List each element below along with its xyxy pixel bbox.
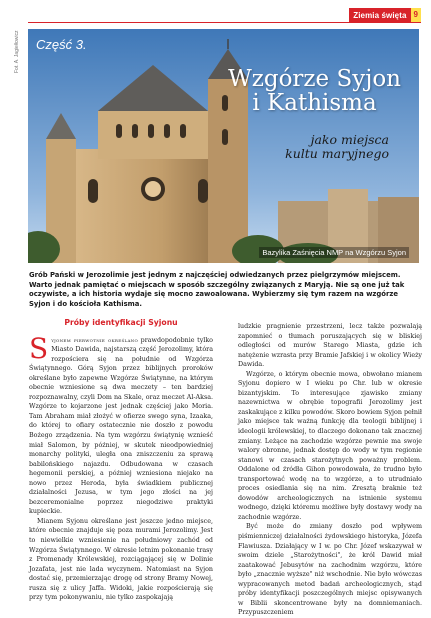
title-line: i Kathisma [252,90,377,116]
running-header [349,8,421,22]
section-label: Ziemia święta [353,10,407,20]
hero-overlay [28,29,419,263]
photo-credit: Fot. A. Jagiełłowicz [14,30,20,73]
subtitle-line: kultu maryjnego [285,146,389,161]
paragraph-text: prawdopodobnie tylko Miasto Dawida, najstarszą część Jerozolimy, która rozpościera się na południe od Wzgórza Świątynnego. Górą Syjon przez biblijnych proroków określane było zapewne Wzgórze Świątynne, na którym obecnie wzniesione są dwa meczety – ten bardziej rozpoznawalny, czyli Dom na Skale, oraz meczet Al-Aksa. Wzgórze to kojarzone jest jednak częściej jako Moria. Tam Abraham miał złożyć w ofierze swego syna, Izaaka, do której to ofiary ostatecznie nie doszło z powodu Bożego zrządzenia. Na tym wzgórzu świątynię wznieść miał Salomon, by później, w skutek nieodpowiedniej monarchy polityki, uległa ona zniszczeniu za sprawą babilońskiego najazdu. Odbudowana w czasach hegemonii perskiej, a później wzniesiona niejako na nowo przez Heroda, była świadkiem publicznej działalności Jezusa, w tym jego złości na jej bezceremonialne poprzez niegodziwe praktyki kupieckie. [29,336,214,516]
lead-paragraph: Grób Pański w Jerozolimie jest jednym z najczęściej odwiedzanych przez pielgrzymów miejscem. Warto jednak pamiętać o miejscach w sposób szczególny związanych z Maryją. Nie są one już tak oczywiste, a ich historia wydaje się mocno zawoalowana. Wybierzmy się tym razem na wzgórze Syjon i do kościoła Kathisma. [29,271,405,309]
photo-caption: Bazylika Zaśnięcia NMP na Wzgórzu Syjon [259,247,409,258]
subtitle-line: jako miejsca [310,132,389,147]
hero-photo [28,29,419,263]
body-paragraph: ludzkie pragnienie przestrzeni, lecz także pozwalają zapomnieć o tłumach poruszających się w bliskiej odległości od murów Starego Miasta, gdzie ich natężenie wzrasta przy Bramie Jafskiej i w okolicy Wieży Dawida. [238,323,422,369]
part-label: Część 3. [36,37,87,52]
article-title [228,67,401,115]
header-rule [28,22,421,23]
body-paragraph [29,331,214,517]
section-heading: Próby identyfikacji Syjonu [64,318,178,327]
drop-cap: S [29,331,49,365]
article-column-right [238,322,422,618]
title-line: Wzgórze Syjon [228,66,401,92]
page-number: 9 [411,8,421,22]
article-column-left [29,318,213,603]
body-paragraph: Być może do zmiany doszło pod wpływem piśmienniczej działalności żydowskiego historyka, Józefa Flawiusza. Działający w I w. po Chr. Józef wskazywał w swoim dziele „Starożytności", że król Dawid miał zaatakować Jebusytów na zachodnim wzgórzu, które było „znacznie wyższe" niż wschodnie. Nie było wówczas wypracowanych metod badań archeologicznych, stąd próby identyfikacji poszczególnych miejsc opisywanych w Biblii skoncentrowane były na domniemaniach. Przypuszczeniem [238,523,422,617]
article-subtitle [285,133,389,161]
body-paragraph: Wzgórze, o którym obecnie mowa, obwołano mianem Syjonu dopiero w I wieku po Chr. lub w okresie bizantyjskim. To interesujące zjawisko zmiany nazewnictwa w obrębie topografii Jerozolimy jest zaskakujące z kilku powodów. Skoro bowiem Syjon pełnił jako miejsce tak ważną funkcję dla teologii biblijnej i ideologii królewskiej, to dlaczego dokonano tak znacznej zmiany. Leżące na zachodzie wzgórze pewnie ma swoje walory obronne, jednak dostęp do wody w tym regionie stanowi w czasach starożytnych poważny problem. Oddalone od źródła Gihon powodowała, że trudno było transportować wodę na to wzgórze, a to utrudniało proces osiedlania się na nim. Zresztą braknie też dowodów archeologicznych na istnienie systemu wodnego, dzięki któremu możliwe były dostawy wody na zachodnie wzgórze. [238,370,422,521]
opening-words: yjonem pierwotnie określano [51,336,139,344]
body-paragraph: Mianem Syjonu określane jest jeszcze jedno miejsce, które obecnie znajduje się poza murami Jerozolimy. Jest to niewielkie wzniesienie na południowy zachód od Wzgórza Świątynnego. W okresie letnim pokonanie trasy z Promenady Królewskiej, rozciągającej się w Dolinie Jozafata, jest nie lada wyczynem. Natomiast na Syjon dostać się, przemierzając drogę od strony Bramy Nowej, rusza się z ulicy Jaffa. Widoki, jakie rozpościerają się przy tym pokonywaniu, nie tylko zaspokajają [29,517,213,602]
